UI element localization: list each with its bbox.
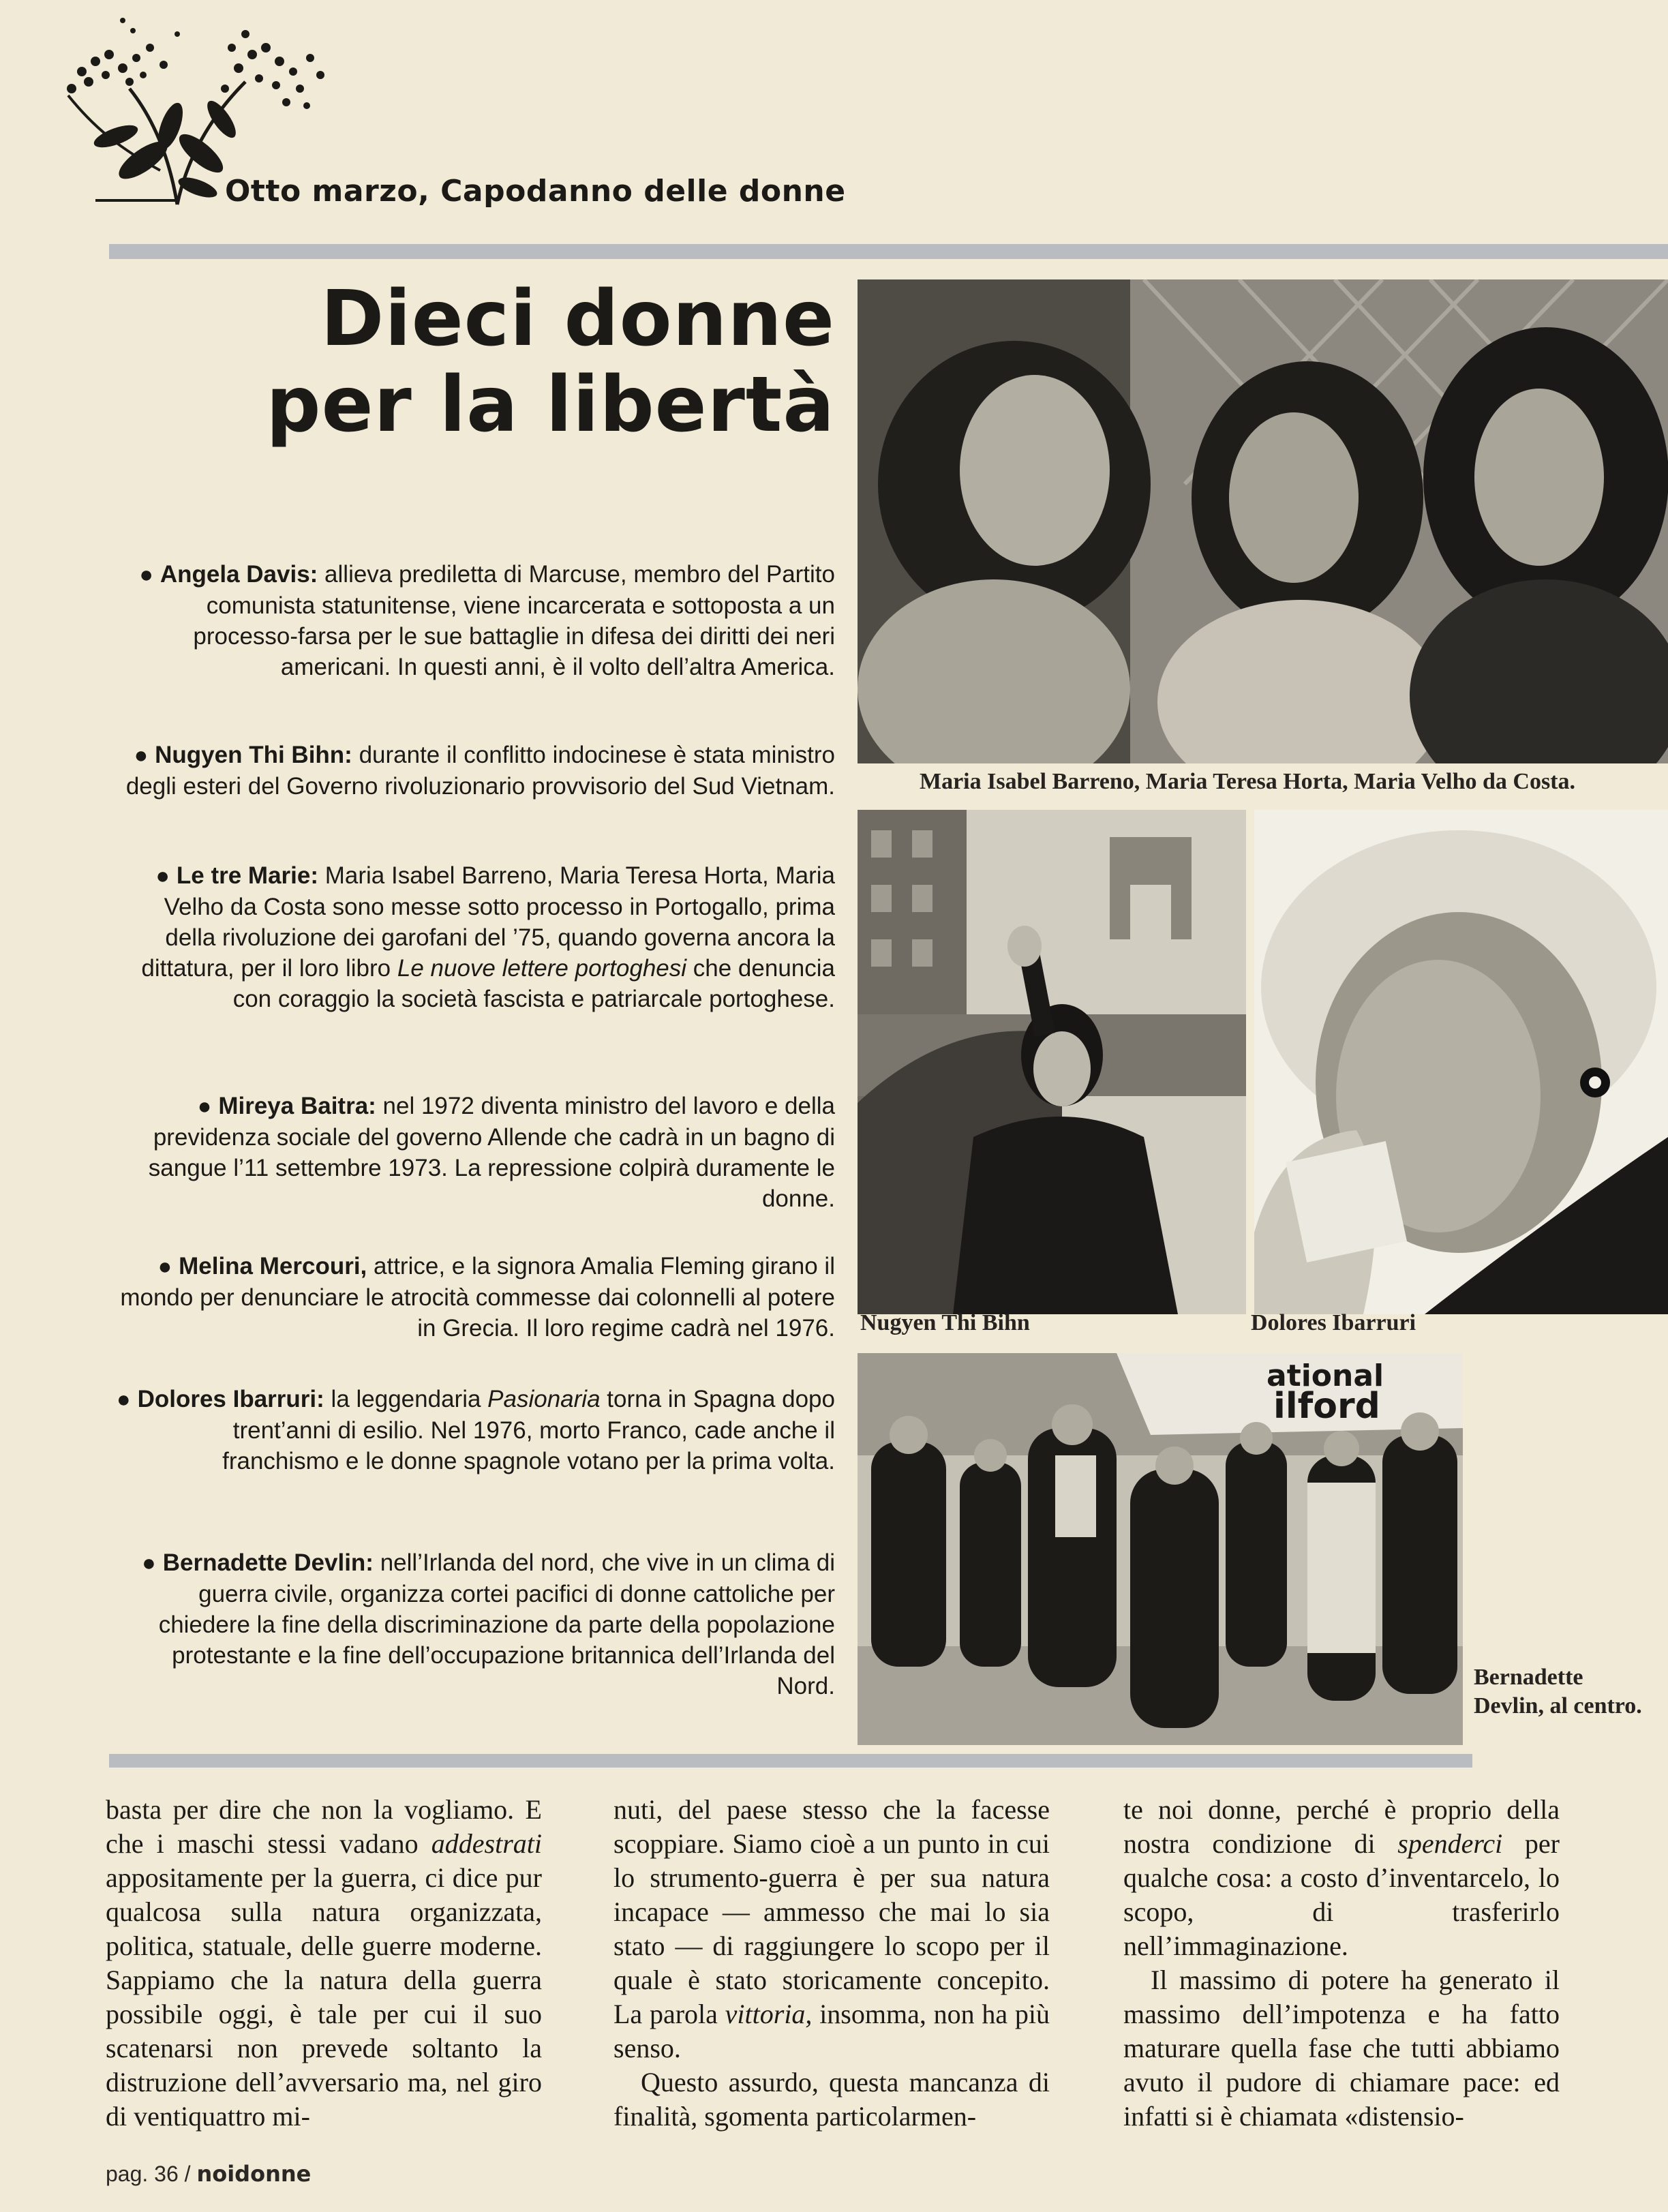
section-divider-band	[109, 1754, 1472, 1768]
caption-bernadette-devlin: Bernadette Devlin, al centro.	[1474, 1665, 1642, 1718]
page-number: pag. 36 /	[106, 2162, 191, 2186]
book-title: Le nuove lettere portoghesi	[397, 955, 687, 982]
body-column-1	[106, 1793, 542, 2134]
photo-tre-marie	[858, 279, 1668, 763]
bio-nugyen-thi-bihn	[112, 740, 835, 802]
bio-text: nel 1972 diventa ministro del lavoro e della previdenza sociale del governo Allende che cadrà in un bagno di sangue l’11 settembre 1973. La repressione colpirà duramente le donne.	[148, 1093, 835, 1212]
bio-name: Dolores Ibarruri:	[137, 1386, 324, 1412]
body-text: te noi donne, perché è proprio della nostra condizione di	[1123, 1794, 1560, 1859]
bullet-icon: ●	[142, 1550, 156, 1576]
bullet-icon: ●	[197, 1093, 212, 1119]
bio-bernadette-devlin	[112, 1547, 835, 1701]
bio-melina-mercouri	[112, 1251, 835, 1344]
bio-text: la leggendaria	[324, 1386, 488, 1412]
banner-text-top: ational	[1267, 1359, 1384, 1393]
body-text: per qualche cosa: a costo d’inventarcelo, lo scopo, di trasferirlo nell’immaginazione.	[1123, 1828, 1560, 1961]
header-band	[109, 244, 1668, 259]
bio-name: Nugyen Thi Bihn:	[155, 742, 352, 768]
nickname: Pasionaria	[487, 1386, 601, 1412]
bio-name: Bernadette Devlin:	[162, 1549, 374, 1576]
bullet-icon: ●	[134, 742, 149, 768]
title-line-1: Dieci donne	[320, 275, 835, 363]
bio-name: Angela Davis:	[160, 561, 318, 588]
body-emphasis: vittoria,	[725, 1999, 813, 2029]
photo-nugyen-thi-bihn	[858, 810, 1246, 1314]
bio-text: nell’Irlanda del nord, che vive in un clima di guerra civile, organizza cortei pacifici di donne cattoliche per chiedere la fine della discriminazione da parte della popolazione protestante e la fine dell’occupazione britannica dell’Irlanda del Nord.	[158, 1549, 835, 1699]
banner-text: ilford	[1273, 1386, 1380, 1427]
caption-tre-marie: Maria Isabel Barreno, Maria Teresa Horta, Maria Velho da Costa.	[919, 769, 1575, 794]
bio-name: Mireya Baitra:	[218, 1093, 376, 1119]
article-title	[266, 276, 835, 448]
bio-text: allieva prediletta di Marcuse, membro del Partito comunista statunitense, viene incarcerata e sottoposta a un processo-farsa per le sue battaglie in difesa dei diritti dei neri americani. In questi anni, è il volto dell’altra America.	[193, 561, 835, 680]
body-column-3	[1123, 1793, 1560, 2134]
bio-angela-davis	[112, 559, 835, 682]
body-text: appositamente per la guerra, ci dice pur qualcosa sulla natura organizzata, politica, statuale, delle guerre moderne. Sappiamo che la natura della guerra possibile oggi, è tale per cui il suo scatenarsi non prevede soltanto la distruzione dell’avversario ma, nel giro di ventiquattro mi-	[106, 1862, 542, 2132]
body-paragraph: Il massimo di potere ha generato il massimo dell’impotenza e ha fatto maturare quella fase che tutti abbiamo avuto il pudore di chiamare pace: ed infatti si è chiamata «distensio-	[1123, 1965, 1560, 2132]
bio-text: che denuncia con coraggio la società fascista e patriarcale portoghese.	[232, 955, 835, 1012]
bio-text: torna in Spagna dopo trent’anni di esilio. Nel 1976, morto Franco, cade anche il franchismo e le donne spagnole votano per la prima volta.	[222, 1386, 835, 1474]
photo-bernadette-devlin-march	[858, 1353, 1463, 1745]
body-emphasis: addestrati	[431, 1828, 542, 1859]
bio-text: durante il conflitto indocinese è stata ministro degli esteri del Governo rivoluzionario provvisorio del Sud Vietnam.	[125, 742, 835, 800]
body-text: basta per dire che non la vogliamo. E che i maschi stessi vadano	[106, 1794, 542, 1859]
bio-mireya-baitra	[112, 1091, 835, 1214]
body-paragraph: Questo assurdo, questa mancanza di finalità, sgomenta particolarmen-	[613, 2067, 1050, 2132]
bio-name: Le tre Marie:	[176, 862, 318, 889]
photo-dolores-ibarruri	[1254, 810, 1668, 1314]
title-line-2: per la libertà	[266, 361, 835, 449]
bullet-icon: ●	[157, 1254, 172, 1279]
bullet-icon: ●	[139, 562, 153, 588]
bio-le-tre-marie	[112, 860, 835, 1014]
body-text: insomma, non ha più senso.	[613, 1999, 1050, 2063]
body-emphasis: spenderci	[1397, 1828, 1503, 1859]
magazine-name: noidonne	[196, 2161, 312, 2187]
caption-nugyen-thi-bihn: Nugyen Thi Bihn	[860, 1310, 1030, 1335]
caption-dolores-ibarruri: Dolores Ibarruri	[1251, 1310, 1416, 1335]
page-folio	[106, 2161, 311, 2187]
bio-text: Maria Isabel Barreno, Maria Teresa Horta, Maria Velho da Costa sono messe sotto processo in Portogallo, prima della rivoluzione dei garofani del ’75, quando governa ancora la dittatura, per il loro libro	[141, 862, 835, 982]
body-column-2	[613, 1793, 1050, 2134]
bio-name: Melina Mercouri,	[179, 1253, 367, 1279]
bio-text: attrice, e la signora Amalia Fleming girano il mondo per denunciare le atrocità commesse dai colonnelli al potere in Grecia. Il loro regime cadrà nel 1976.	[120, 1253, 835, 1342]
section-rubric: Otto marzo, Capodanno delle donne	[225, 174, 846, 209]
bullet-icon: ●	[117, 1387, 131, 1412]
body-text: nuti, del paese stesso che la facesse scoppiare. Siamo cioè a un punto in cui lo strumento-guerra è per sua natura incapace — ammesso che mai lo sia stato — di raggiungere lo scopo per il quale è stato storicamente concepito. La parola	[613, 1794, 1050, 2029]
bullet-icon: ●	[155, 863, 170, 889]
bio-dolores-ibarruri	[112, 1384, 835, 1476]
